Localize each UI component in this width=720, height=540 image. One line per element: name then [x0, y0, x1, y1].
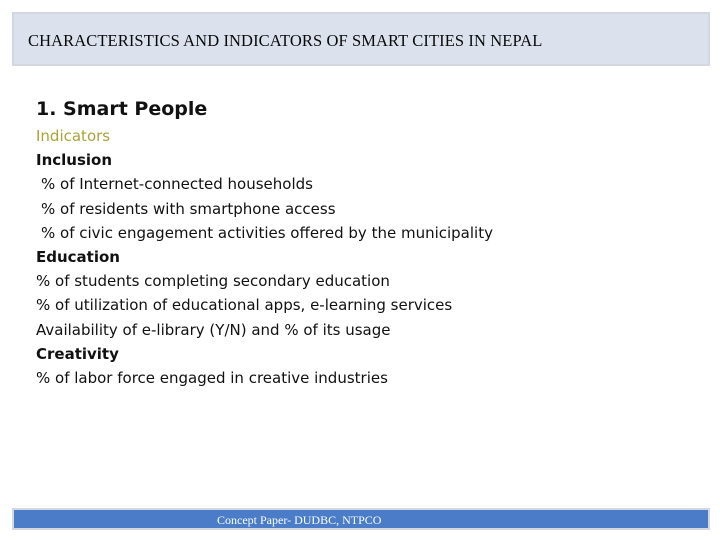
indicator-item: % of utilization of educational apps, e-learning services — [36, 296, 453, 315]
indicator-item: % of students completing secondary education — [36, 272, 390, 291]
footer-text: Concept Paper- DUDBC, NTPCO — [217, 513, 382, 527]
indicators-label: Indicators — [36, 127, 111, 145]
indicator-item: % of civic engagement activities offered by the municipality — [41, 223, 493, 242]
indicator-item: Availability of e-library (Y/N) and % of its usage — [36, 320, 391, 339]
footer-bar — [12, 508, 710, 530]
slide-title: CHARACTERISTICS AND INDICATORS OF SMART CITIES IN NEPAL — [28, 31, 543, 50]
indicator-item: % of labor force engaged in creative industries — [36, 369, 388, 388]
category-inclusion: Inclusion — [36, 151, 113, 170]
category-creativity: Creativity — [36, 344, 119, 363]
section-heading: 1. Smart People — [36, 98, 208, 120]
indicator-item: % of residents with smartphone access — [41, 199, 336, 218]
slide-content — [36, 96, 676, 390]
category-education: Education — [36, 248, 120, 267]
indicator-item: % of Internet-connected households — [41, 175, 313, 194]
title-bar — [12, 12, 710, 66]
